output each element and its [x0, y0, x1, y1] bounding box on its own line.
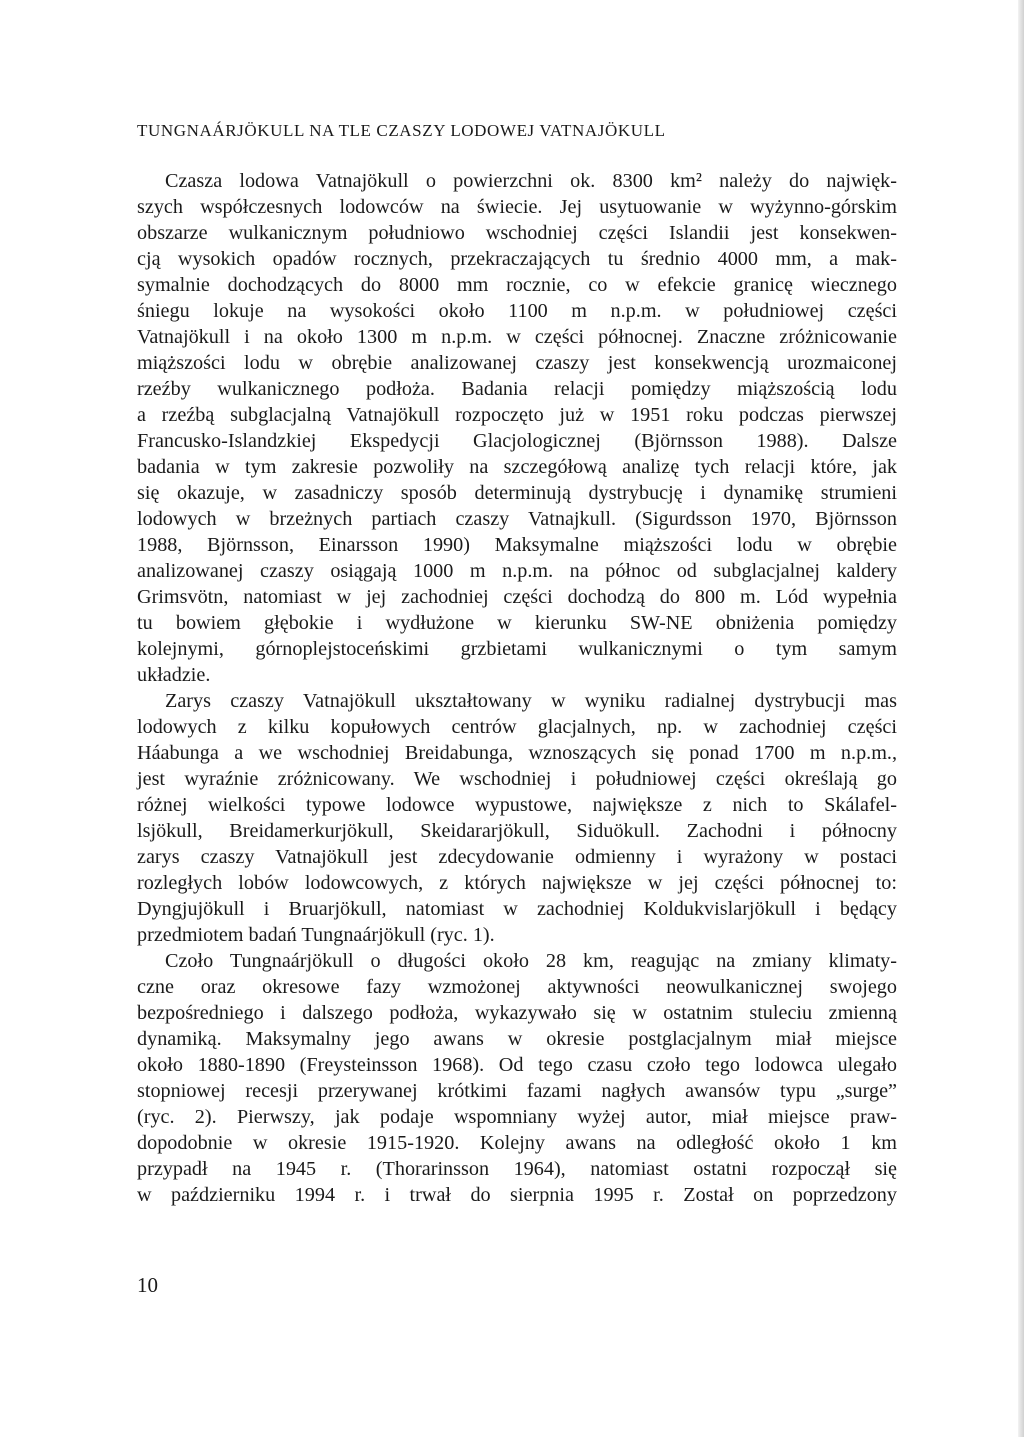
text-line: badania w tym zakresie pozwoliły na szczegółową analizę tych relacji które, jak [137, 456, 897, 478]
text-line: Zarys czaszy Vatnajökull ukształtowany w wyniku radialnej dystrybucji mas [165, 690, 897, 712]
text-line: przedmiotem badań Tungnaárjökull (ryc. 1). [137, 924, 495, 946]
text-line: Czoło Tungnaárjökull o długości około 28 km, reagując na zmiany klimaty- [165, 950, 897, 972]
text-line: różnej wielkości typowe lodowce wypustowe, największe z nich to Skálafel- [137, 794, 897, 816]
text-line: lsjökull, Breidamerkurjökull, Skeidararjökull, Siduökull. Zachodni i północny [137, 820, 897, 842]
text-line: symalnie dochodzących do 8000 mm rocznie, co w efekcie granicę wiecznego [137, 274, 897, 296]
text-line: przypadł na 1945 r. (Thorarinsson 1964), natomiast ostatni rozpoczął się [137, 1158, 897, 1180]
page-number: 10 [137, 1273, 158, 1297]
text-line: jest wyraźnie zróżnicowany. We wschodniej i południowej części określają go [137, 768, 897, 790]
text-line: bezpośredniego i dalszego podłoża, wykazywało się w ostatnim stuleciu zmienną [137, 1002, 897, 1024]
text-line: układzie. [137, 664, 211, 686]
text-line: stopniowej recesji przerywanej krótkimi fazami nagłych awansów typu „surge” [137, 1080, 897, 1102]
body-text [137, 168, 897, 1208]
text-line: Czasza lodowa Vatnajökull o powierzchni ok. 8300 km² należy do najwięk- [165, 170, 897, 192]
text-line: 1988, Björnsson, Einarsson 1990) Maksymalne miąższości lodu w obrębie [137, 534, 897, 556]
text-line: Dyngjujökull i Bruarjökull, natomiast w zachodniej Koldukvislarjökull i będący [137, 898, 897, 920]
text-line: cją wysokich opadów rocznych, przekraczających tu średnio 4000 mm, a mak- [137, 248, 897, 270]
text-line: dynamiką. Maksymalny jego awans w okresie postglacjalnym miał miejsce [137, 1028, 897, 1050]
text-line: lodowych z kilku kopułowych centrów glacjalnych, np. w zachodniej części [137, 716, 897, 738]
paragraph [137, 168, 897, 688]
page-edge-shadow [1018, 0, 1024, 1437]
text-line: czne oraz okresowe fazy wzmożonej aktywności neowulkanicznej swojego [137, 976, 897, 998]
text-line: Grimsvötn, natomiast w jej zachodniej części dochodzą do 800 m. Lód wypełnia [137, 586, 897, 608]
text-line: w październiku 1994 r. i trwał do sierpnia 1995 r. Został on poprzedzony [137, 1184, 897, 1206]
running-header: TUNGNAÁRJÖKULL NA TLE CZASZY LODOWEJ VATNAJÖKULL [137, 121, 666, 140]
text-line: tu bowiem głębokie i wydłużone w kierunku SW-NE obniżenia pomiędzy [137, 612, 897, 634]
text-line: (ryc. 2). Pierwszy, jak podaje wspomniany wyżej autor, miał miejsce praw- [137, 1106, 897, 1128]
text-line: kolejnymi, górnoplejstoceńskimi grzbietami wulkanicznymi o tym samym [137, 638, 897, 660]
text-line: a rzeźbą subglacjalną Vatnajökull rozpoczęto już w 1951 roku podczas pierwszej [137, 404, 897, 426]
text-line: zarys czaszy Vatnajökull jest zdecydowanie odmienny i wyrażony w postaci [137, 846, 897, 868]
paragraph [137, 948, 897, 1208]
text-line: obszarze wulkanicznym południowo wschodniej części Islandii jest konsekwen- [137, 222, 897, 244]
text-line: lodowych w brzeżnych partiach czaszy Vatnajkull. (Sigurdsson 1970, Björnsson [137, 508, 897, 530]
text-line: rzeźby wulkanicznego podłoża. Badania relacji pomiędzy miąższością lodu [137, 378, 897, 400]
text-line: śniegu lokuje na wysokości około 1100 m n.p.m. w południowej części [137, 300, 897, 322]
text-line: Háabunga a we wschodniej Breidabunga, wznoszących się ponad 1700 m n.p.m., [137, 742, 897, 764]
text-line: analizowanej czaszy osiągają 1000 m n.p.m. na północ od subglacjalnej kaldery [137, 560, 897, 582]
text-line: rozległych lobów lodowcowych, z których największe w jej części północnej to: [137, 872, 897, 894]
text-line: dopodobnie w okresie 1915-1920. Kolejny awans na odległość około 1 km [137, 1132, 897, 1154]
text-line: Francusko-Islandzkiej Ekspedycji Glacjologicznej (Björnsson 1988). Dalsze [137, 430, 897, 452]
text-line: szych współczesnych lodowców na świecie. Jej usytuowanie w wyżynno-górskim [137, 196, 897, 218]
text-line: się okazuje, w zasadniczy sposób determinują dystrybucję i dynamikę strumieni [137, 482, 897, 504]
paragraph [137, 688, 897, 948]
text-line: około 1880-1890 (Freysteinsson 1968). Od tego czasu czoło tego lodowca ulegało [137, 1054, 897, 1076]
text-line: Vatnajökull i na około 1300 m n.p.m. w części północnej. Znaczne zróżnicowanie [137, 326, 897, 348]
text-line: miąższości lodu w obrębie analizowanej czaszy jest konsekwencją urozmaiconej [137, 352, 897, 374]
